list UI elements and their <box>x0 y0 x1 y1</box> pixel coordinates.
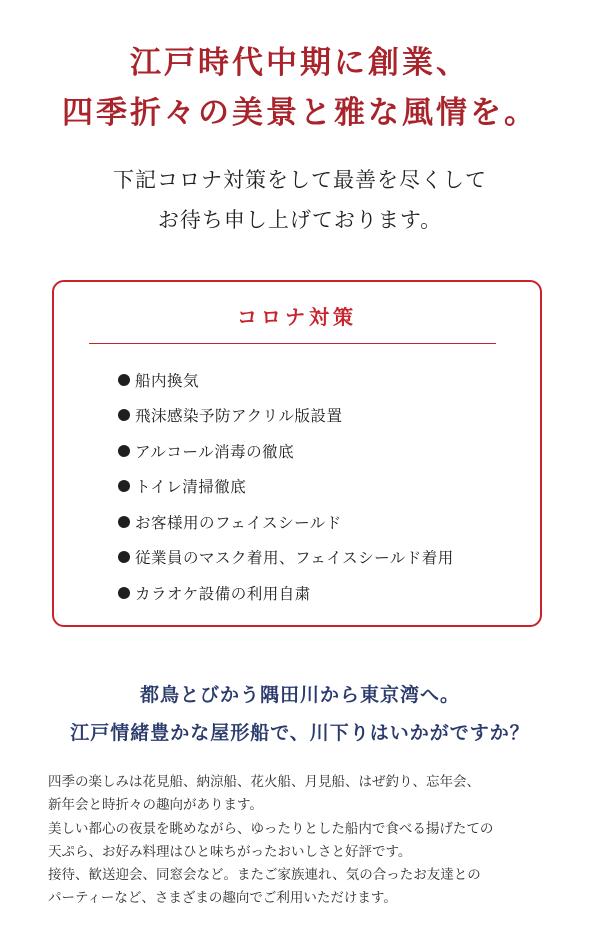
bullet-icon <box>118 587 130 599</box>
bullet-icon <box>118 409 130 421</box>
measure-label: 船内換気 <box>135 371 200 390</box>
measure-label: お客様用のフェイスシールド <box>135 513 342 532</box>
body-line: 天ぷら、お好み料理はひと味ちがったおいしさと好評です。 <box>48 843 412 860</box>
body-line: 新年会と時折々の趣向があります。 <box>48 797 263 814</box>
body-line: パーティーなど、さまざまの趣向でご利用いただけます。 <box>48 890 397 907</box>
measure-item <box>118 504 454 540</box>
body-paragraph <box>48 771 568 911</box>
headline-line-2: 四季折々の美景と雅な風情を。 <box>62 95 538 131</box>
bullet-icon <box>118 445 130 457</box>
measure-label: アルコール消毒の徹底 <box>135 442 295 461</box>
measure-item <box>118 575 454 611</box>
measure-label: 従業員のマスク着用、フェイスシールド着用 <box>135 549 454 568</box>
bullet-icon <box>118 480 130 492</box>
measure-item <box>118 433 454 469</box>
measure-item <box>118 540 454 576</box>
corona-measures-title: コロナ対策 <box>237 305 357 329</box>
body-line: 美しい都心の夜景を眺めながら、ゆったりとした船内で食べる揚げたての <box>48 820 494 837</box>
headline-line-1: 江戸時代中期に創業、 <box>130 45 470 81</box>
measures-list <box>118 362 454 611</box>
subheading <box>0 676 600 752</box>
subheading-line-1: 都鳥とびかう隅田川から東京湾へ。 <box>139 684 460 706</box>
bullet-icon <box>118 551 130 563</box>
bullet-icon <box>118 516 130 528</box>
headline <box>0 38 600 138</box>
corona-measures-box <box>52 280 542 627</box>
subheading-line-2: 江戸情緒豊かな屋形船で、川下りはいかがですか？ <box>70 722 530 744</box>
measure-label: トイレ清掃徹底 <box>135 478 247 497</box>
bullet-icon <box>118 374 130 386</box>
measure-item <box>118 362 454 398</box>
intro-line-1: 下記コロナ対策をして最善を尽くして <box>113 168 487 192</box>
measure-label: カラオケ設備の利用自粛 <box>135 584 311 603</box>
title-divider <box>89 343 496 344</box>
measure-item <box>118 398 454 434</box>
intro-text <box>0 160 600 240</box>
measure-item <box>118 469 454 505</box>
measure-label: 飛沫感染予防アクリル版設置 <box>135 407 343 426</box>
intro-line-2: お待ち申し上げております。 <box>157 208 443 232</box>
body-line: 四季の楽しみは花見船、納涼船、花火船、月見船、はぜ釣り、忘年会、 <box>48 774 480 790</box>
body-line: 接待、歓送迎会、同窓会など。またご家族連れ、気の合ったお友達との <box>48 867 481 884</box>
